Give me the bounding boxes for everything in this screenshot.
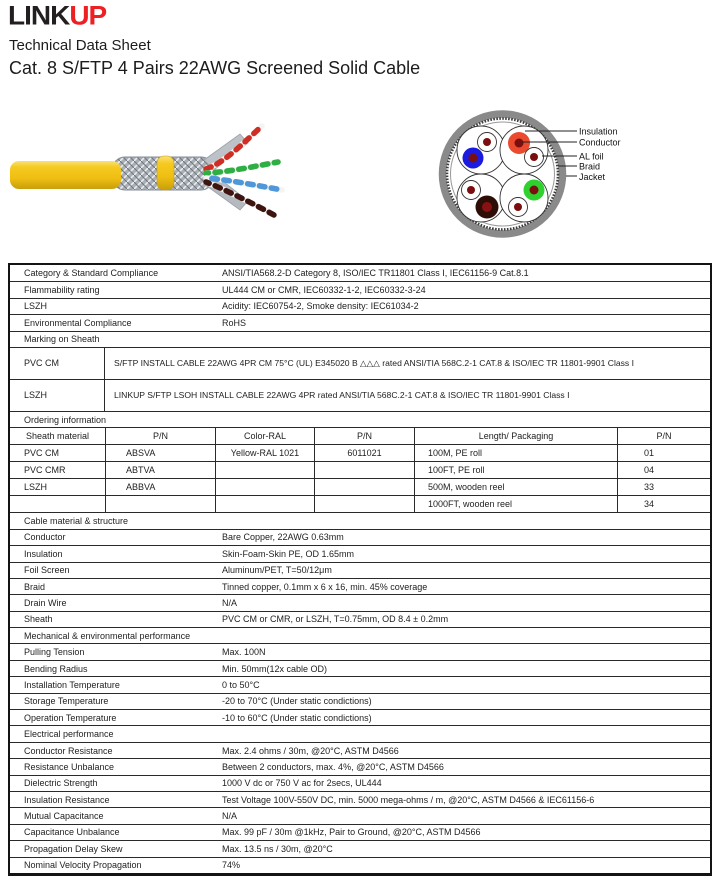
marking-label: LSZH <box>10 380 105 411</box>
spec-label: Bending Radius <box>24 663 88 674</box>
spec-label: Installation Temperature <box>24 679 120 690</box>
ordering-cell: Yellow-RAL 1021 <box>215 445 314 461</box>
spec-value: Tinned copper, 0.1mm x 6 x 16, min. 45% coverage <box>222 581 428 592</box>
section-label: Cable material & structure <box>24 516 129 527</box>
spec-label: Insulation Resistance <box>24 794 110 805</box>
spec-value: UL444 CM or CMR, IEC60332-1-2, IEC60332-3-24 <box>222 285 426 296</box>
spec-label: Operation Temperature <box>24 712 117 723</box>
ordering-cell: 04 <box>617 462 710 478</box>
spec-row-23 <box>10 676 710 692</box>
spec-row-25 <box>10 709 710 725</box>
diagram-label-conductor: Conductor <box>579 137 621 148</box>
cable-jacket <box>10 161 121 189</box>
spec-value: Min. 50mm(12x cable OD) <box>222 663 328 674</box>
spec-row-8 <box>10 427 710 444</box>
spec-value: Test Voltage 100V-550V DC, min. 5000 mega-ohms / m, @20°C, ASTM D4566 & IEC61156-6 <box>222 794 595 805</box>
ordering-cell: 6011021 <box>314 445 414 461</box>
spec-row-14 <box>10 529 710 545</box>
diagram-label-insulation: Insulation <box>579 126 618 137</box>
cable-photo <box>8 112 298 242</box>
spec-value: N/A <box>222 597 238 608</box>
spec-row-6 <box>10 379 710 411</box>
ordering-cell <box>314 496 414 512</box>
section-label: Ordering information <box>24 414 107 425</box>
spec-label: Dielectric Strength <box>24 778 98 789</box>
spec-row-24 <box>10 693 710 709</box>
ordering-cell: 100M, PE roll <box>414 445 617 461</box>
spec-row-1 <box>10 281 710 297</box>
spec-row-34 <box>10 857 710 873</box>
spec-value: ANSI/TIA568.2-D Category 8, ISO/IEC TR11801 Class I, IEC61156-9 Cat.8.1 <box>222 268 529 279</box>
spec-row-2 <box>10 298 710 314</box>
spec-row-27 <box>10 742 710 758</box>
spec-label: Environmental Compliance <box>24 317 132 328</box>
ordering-cell: 500M, wooden reel <box>414 479 617 495</box>
ordering-cell <box>314 462 414 478</box>
spec-row-11 <box>10 478 710 495</box>
spec-value: 0 to 50°C <box>222 679 260 690</box>
spec-label: Resistance Unbalance <box>24 761 115 772</box>
spec-label: Nominal Velocity Propagation <box>24 860 142 871</box>
spec-row-30 <box>10 791 710 807</box>
section-label: Electrical performance <box>24 729 114 740</box>
ordering-header-cell: P/N <box>105 428 215 444</box>
logo-text-up: UP <box>69 0 107 31</box>
ordering-cell: LSZH <box>24 482 48 493</box>
spec-value: RoHS <box>222 317 247 328</box>
ordering-cell: 33 <box>617 479 710 495</box>
logo-text-link: LINK <box>8 0 70 31</box>
ordering-cell <box>10 496 105 512</box>
diagram-label-jacket: Jacket <box>579 172 606 182</box>
spec-label: Insulation <box>24 548 63 559</box>
cable-cross-section-diagram <box>425 95 720 253</box>
spec-table <box>8 263 712 876</box>
spec-row-26 <box>10 725 710 741</box>
spec-value: Max. 2.4 ohms / 30m, @20°C, ASTM D4566 <box>222 745 399 756</box>
spec-row-4 <box>10 331 710 347</box>
spec-label: Capacitance Unbalance <box>24 827 120 838</box>
ordering-header-cell: Length/ Packaging <box>414 428 617 444</box>
ordering-cell <box>105 496 215 512</box>
section-label: Marking on Sheath <box>24 334 100 345</box>
marking-label: PVC CM <box>10 348 105 379</box>
ordering-cell: PVC CM <box>24 448 60 459</box>
spec-row-15 <box>10 545 710 561</box>
spec-row-22 <box>10 660 710 676</box>
spec-label: Flammability rating <box>24 285 100 296</box>
spec-label: Category & Standard Compliance <box>24 268 159 279</box>
spec-row-29 <box>10 775 710 791</box>
spec-value: PVC CM or CMR, or LSZH, T=0.75mm, OD 8.4 ± 0.2mm <box>222 614 449 625</box>
ordering-header-cell: Color-RAL <box>215 428 314 444</box>
spec-row-33 <box>10 840 710 856</box>
ordering-header-cell: P/N <box>314 428 414 444</box>
spec-row-17 <box>10 578 710 594</box>
spec-row-20 <box>10 627 710 643</box>
spec-row-21 <box>10 643 710 659</box>
spec-value: -20 to 70°C (Under static condictions) <box>222 696 372 707</box>
spec-value: Between 2 conductors, max. 4%, @20°C, ASTM D4566 <box>222 761 444 772</box>
ordering-header-cell: Sheath material <box>25 431 90 442</box>
marking-value: S/FTP INSTALL CABLE 22AWG 4PR CM 75°C (UL) E345020 B △△△ rated ANSI/TIA 568C.2-1 CAT.8 & ISO/IEC TR 11801-9901 Class I <box>114 357 634 368</box>
spec-value: Skin-Foam-Skin PE, OD 1.65mm <box>222 548 355 559</box>
spec-value: Max. 13.5 ns / 30m, @20°C <box>222 843 333 854</box>
spec-row-13 <box>10 512 710 528</box>
ordering-cell <box>215 462 314 478</box>
spec-label: Storage Temperature <box>24 696 109 707</box>
spec-label: LSZH <box>24 301 48 312</box>
diagram-label-braid: Braid <box>579 161 601 172</box>
spec-value: Aluminum/PET, T=50/12μm <box>222 565 332 576</box>
spec-label: Propagation Delay Skew <box>24 843 123 854</box>
ordering-cell: ABTVA <box>105 462 215 478</box>
ordering-cell: ABSVA <box>105 445 215 461</box>
spec-label: Conductor <box>24 532 66 543</box>
spec-row-32 <box>10 824 710 840</box>
spec-label: Mutual Capacitance <box>24 811 104 822</box>
document-subtitle: Technical Data Sheet <box>9 37 151 54</box>
spec-value: Bare Copper, 22AWG 0.63mm <box>222 532 344 543</box>
spec-label: Foil Screen <box>24 565 70 576</box>
ordering-cell: 34 <box>617 496 710 512</box>
diagram-label-al-foil: AL foil <box>579 151 604 162</box>
spec-label: Braid <box>24 581 46 592</box>
ordering-cell <box>215 496 314 512</box>
marking-value: LINKUP S/FTP LSOH INSTALL CABLE 22AWG 4PR rated ANSI/TIA 568C.2-1 CAT.8 & ISO/IEC TR 11801-9901 Class I <box>114 390 570 401</box>
spec-row-5 <box>10 347 710 379</box>
linkup-logo <box>8 0 107 31</box>
page-title: Cat. 8 S/FTP 4 Pairs 22AWG Screened Solid Cable <box>9 58 421 78</box>
spec-value: N/A <box>222 811 238 822</box>
ordering-cell: ABBVA <box>105 479 215 495</box>
spec-value: -10 to 60°C (Under static condictions) <box>222 712 372 723</box>
spec-value: Max. 99 pF / 30m @1kHz, Pair to Ground, @20°C, ASTM D4566 <box>222 827 481 838</box>
spec-row-12 <box>10 495 710 512</box>
spec-row-19 <box>10 611 710 627</box>
spec-value: Acidity: IEC60754-2, Smoke density: IEC61034-2 <box>222 301 419 312</box>
ordering-cell: PVC CMR <box>24 465 66 476</box>
ordering-cell <box>215 479 314 495</box>
spec-row-7 <box>10 411 710 427</box>
spec-value: Max. 100N <box>222 647 266 658</box>
ordering-cell <box>314 479 414 495</box>
spec-row-10 <box>10 461 710 478</box>
spec-label: Sheath <box>24 614 53 625</box>
spec-label: Drain Wire <box>24 597 67 608</box>
spec-label: Pulling Tension <box>24 647 85 658</box>
jacket-band <box>157 156 174 190</box>
spec-row-16 <box>10 562 710 578</box>
ordering-cell: 100FT, PE roll <box>414 462 617 478</box>
spec-row-9 <box>10 444 710 461</box>
ordering-cell: 1000FT, wooden reel <box>414 496 617 512</box>
spec-value: 74% <box>222 860 241 871</box>
spec-value: 1000 V dc or 750 V ac for 2secs, UL444 <box>222 778 382 789</box>
spec-row-28 <box>10 758 710 774</box>
spec-row-31 <box>10 807 710 823</box>
spec-row-3 <box>10 314 710 330</box>
spec-label: Conductor Resistance <box>24 745 113 756</box>
ordering-cell: 01 <box>617 445 710 461</box>
twisted-pairs <box>206 126 282 215</box>
spec-row-0 <box>10 265 710 281</box>
spec-row-18 <box>10 594 710 610</box>
ordering-header-cell: P/N <box>617 428 710 444</box>
section-label: Mechanical & environmental performance <box>24 630 191 641</box>
